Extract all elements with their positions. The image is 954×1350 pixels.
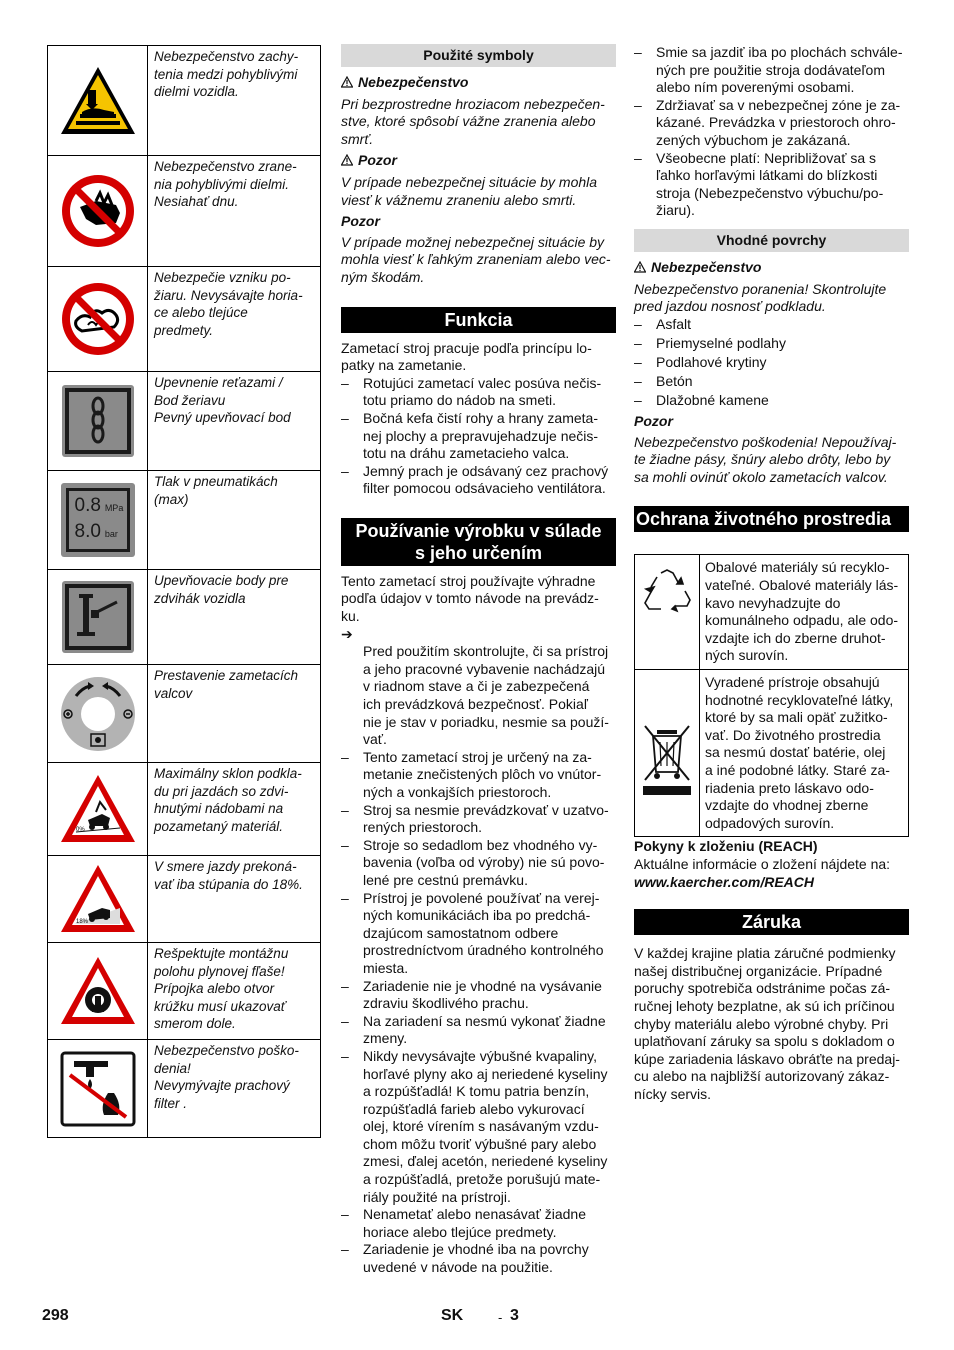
warning-triangle-icon <box>634 260 646 278</box>
symbol-table <box>47 45 321 1138</box>
env-weee-text: Vyradené prístroje obsahujú hodnotné recyklovateľné látky, ktoré by sa mali opäť zužitko- vať. Do životného prostredia sa nesmú dostať batérie, olej a iné podobné látky. Staré za- riadenia preto láskavo odo- vzdajte do vhodnej zberne odpadových surovín. <box>705 674 894 831</box>
list-item-text: Na zariadení sa nesmú vykonať žiadne zmeny. <box>363 1012 606 1047</box>
bullet-dash: – <box>634 334 642 351</box>
column-right <box>634 44 909 1103</box>
list-item <box>634 44 909 97</box>
danger-label: Nebezpečenstvo <box>358 74 469 90</box>
pressure-value-mpa: 0.8 <box>74 495 101 516</box>
section-heading-funkcia: Funkcia <box>341 307 616 333</box>
surface-item <box>634 354 909 372</box>
pressure-unit-bar: bar <box>104 529 118 539</box>
symbol-description: Nebezpečenstvo poško- denia! Nevymývajte prachový filter . <box>154 1043 299 1111</box>
bullet-dash: – <box>341 977 349 994</box>
section-page-number: 3 <box>510 1307 519 1324</box>
bullet-dash: – <box>634 96 642 113</box>
list-item-text: Stroje so sedadlom bez vhodného vy- bavenia (voľba od výroby) nie sú povo- lené pre cestnú premávku. <box>363 836 605 888</box>
environment-table <box>634 554 909 837</box>
list-item <box>341 802 616 837</box>
list-item-text: Stroj sa nesmie prevádzkovať v uzatvo- rených priestoroch. <box>363 801 609 836</box>
list-item <box>341 837 616 890</box>
reach-title: Pokyny k zloženiu (REACH) <box>634 838 818 855</box>
surface-item-text: Dlažobné kamene <box>656 392 769 409</box>
surf-danger-label-line <box>634 259 909 278</box>
surface-item-text: Asfalt <box>656 315 692 332</box>
symbol-row <box>48 856 320 943</box>
surface-item <box>634 392 909 410</box>
attention-label: Pozor <box>341 213 380 230</box>
list-item <box>634 97 909 150</box>
env-row-recycle <box>635 555 908 670</box>
section-heading-warranty: Záruka <box>634 909 909 935</box>
surface-item-text: Priemyselné podlahy <box>656 334 786 351</box>
list-item-text: Zariadenie nie je vhodné na vysávanie zdraviu škodlivého prachu. <box>363 977 602 1012</box>
symbol-row <box>48 471 320 570</box>
section-subheading: Vhodné povrchy <box>634 229 909 252</box>
symbol-row <box>48 1040 320 1137</box>
bullet-dash: – <box>341 1241 349 1258</box>
funkcia-list <box>341 375 616 498</box>
section-heading-usage: Používanie výrobku v súlade s jeho určením <box>341 518 616 566</box>
arrow-icon: ➔ <box>341 625 353 642</box>
page-number: 298 <box>42 1307 69 1324</box>
list-item-text: Smie sa jazdiť iba po plochách schvále- ných pre použitie stroja dodávateľom alebo ním poverenými osobami. <box>656 44 903 96</box>
list-item-text: Tento zametací stroj je určený na za- metanie znečistených plôch vo vnútor- ných a vonkajších priestoroch. <box>363 748 602 800</box>
bullet-dash: – <box>634 44 642 60</box>
bullet-dash: – <box>341 462 349 479</box>
list-item <box>341 463 616 498</box>
symbol-row <box>48 156 320 267</box>
pressure-unit-mpa: MPa <box>104 503 124 513</box>
list-item <box>341 1048 616 1206</box>
no-reaching-in-icon <box>48 156 148 266</box>
usage-arrow-text: Pred použitím skontrolujte, či sa prístroj a jeho pracovné vybavenie nachádzajú v riadnom stave a či je zabezpečená ich prevádzková bezpečnosť. Pokiaľ nie je stav v poriadku, nesmie sa použí- vať. <box>363 643 609 748</box>
list-item-text: Všeobecne platí: Nepribližovať sa s ľahko horľavými látkami do blízkosti stroja (Nebezpečenstvo výbuchu/po- žiaru). <box>656 149 884 219</box>
section-heading-environment: Ochrana životného prostredia <box>634 506 909 532</box>
crush-hazard-warning-icon <box>48 46 148 155</box>
bullet-dash: – <box>341 374 349 391</box>
bullet-dash: – <box>634 392 642 409</box>
symbol-description: Nebezpečenstvo zachy- tenia medzi pohyblivými dielmi vozidla. <box>154 49 299 99</box>
warning-triangle-icon <box>341 75 353 93</box>
list-item <box>341 890 616 978</box>
env-row-weee <box>635 670 908 836</box>
chain-fixing-point-icon <box>48 372 148 470</box>
surf-attention-label: Pozor <box>634 413 673 430</box>
footer-separator: - <box>498 1310 503 1325</box>
symbol-row <box>48 665 320 763</box>
surface-item <box>634 316 909 334</box>
symbol-row <box>48 372 320 471</box>
slope-label: 0% <box>75 827 85 833</box>
surface-item <box>634 335 909 353</box>
bullet-dash: – <box>341 1047 349 1064</box>
usage-intro: Tento zametací stroj používajte výhradne podľa údajov v tomto návode na prevádz- ku. <box>341 572 599 625</box>
surfaces-list <box>634 316 909 410</box>
symbol-description: Nebezpečenstvo zrane- nia pohyblivými dielmi. Nesiahať dnu. <box>154 159 297 209</box>
list-item-text: Nenametať alebo nenasávať žiadne horiace alebo tlejúce predmety. <box>363 1206 586 1240</box>
jack-point-icon <box>48 570 148 664</box>
gas-bottle-warning-icon <box>48 943 148 1039</box>
list-item <box>341 749 616 802</box>
no-hot-objects-icon <box>48 267 148 371</box>
attention-text: V prípade možnej nebezpečnej situácie by mohla viesť k ľahkým zraneniam alebo vec- ným škodám. <box>341 233 611 285</box>
usage-arrow-item <box>341 626 616 749</box>
symbol-description: Prestavenie zametacích valcov <box>154 668 299 701</box>
bullet-dash: – <box>634 373 642 390</box>
bullet-dash: – <box>341 409 349 426</box>
tyre-pressure-icon <box>48 471 148 569</box>
usage-list <box>341 749 616 1277</box>
bullet-dash: – <box>634 315 642 332</box>
bullet-dash: – <box>341 889 349 906</box>
list-item <box>341 1013 616 1048</box>
bullet-dash: – <box>634 354 642 371</box>
recycle-icon <box>635 555 700 669</box>
bullet-dash: – <box>341 1012 349 1029</box>
caution-label: Pozor <box>358 152 397 169</box>
symbol-row <box>48 763 320 856</box>
bullet-dash: – <box>341 836 349 853</box>
list-item <box>341 410 616 463</box>
list-item-text: Zariadenie je vhodné iba na povrchy uvedené v návode na použitie. <box>363 1241 589 1276</box>
bullet-dash: – <box>341 1206 349 1223</box>
list-item-text: Bočná kefa čistí rohy a hrany zameta- nej plochy a prepravujehadzuje nečis- totu na dráhu zametacieho valca. <box>363 409 599 462</box>
list-item-text: Nikdy nevysávajte výbušné kvapaliny, horľavé plyny ako aj neriedené kyseliny a rozpúšťadlá! K tomu patria benzín, rozpúšťadlá farieb alebo vykurovací olej, ktoré vírením s nasávaným vzdu- chom môžu tvoriť výbušné pary alebo zmesi, ďalej acetón, neriedené kyseliny a rozpúšťadlá, pretože porušujú mate- riály použité na prístroji. <box>363 1047 608 1205</box>
surf-attention-text: Nebezpečenstvo poškodenia! Nepoužívaj- te žiadne pásy, šnúry alebo drôty, lebo by sa mohli ovinúť okolo zametacích valcov. <box>634 433 897 485</box>
surf-danger-text: Nebezpečenstvo poranenia! Skontrolujte pred jazdou nosnosť podkladu. <box>634 280 887 315</box>
warranty-text: V každej krajine platia záručné podmienky našej distribučnej organizácie. Prípadné poruchy spotrebiča odstránime počas zá- ručnej lehoty bezplatne, ak sú ich príčinou chyby materiálu alebo výrobné chyby. Pri uplatňovaní záruky sa spolu s dokladom o kúpe zariadenia láskavo obráťte na predaj- cu alebo na najbližší autorizovaný zákaz- nícky servis. <box>634 945 900 1102</box>
bullet-dash: – <box>634 149 642 166</box>
crossed-bin-icon <box>635 670 700 836</box>
section-subheading: Použité symboly <box>341 44 616 67</box>
list-item-text: Zdržiavať sa v nebezpečnej zóne je za- kázané. Prevádzka v priestoroch ohro- zených výbuchom je zakázaná. <box>656 96 901 148</box>
list-item <box>341 1241 616 1276</box>
symbol-description: Maximálny sklon podkla- du pri jazdách so zdvi- hnutými nádobami na pozametaný materiál. <box>154 766 302 834</box>
symbol-description: Rešpektujte montážnu polohu plynovej fľaše! Prípojka alebo otvor krúžku musí ukazovať smerom dole. <box>154 946 289 1031</box>
surface-item-text: Betón <box>656 373 693 390</box>
continued-list <box>634 44 909 220</box>
env-recycle-text: Obalové materiály sú recyklo- vateľné. Obalové materiály lás- kavo nevyhadzujte do komunálneho odpadu, ale odo- vzdajte ich do zberne druhot- ných surovín. <box>705 559 899 664</box>
max-slope-warning-icon <box>48 763 148 855</box>
symbol-row <box>48 46 320 156</box>
roller-adjust-icon <box>48 665 148 762</box>
warning-triangle-icon <box>341 153 353 171</box>
list-item <box>341 978 616 1013</box>
funkcia-intro: Zametací stroj pracuje podľa princípu lo- patky na zametanie. <box>341 339 592 374</box>
reach-link[interactable]: www.kaercher.com/REACH <box>634 873 814 890</box>
pressure-value-bar: 8.0 <box>74 521 101 542</box>
list-item-text: Jemný prach je odsávaný cez prachový filter pomocou odsávacieho ventilátora. <box>363 462 609 497</box>
slope-18-warning-icon <box>48 856 148 942</box>
list-item-text: Rotujúci zametací valec posúva nečis- totu priamo do nádob na smeti. <box>363 374 602 409</box>
language-code: SK <box>441 1307 464 1324</box>
danger-label-line <box>341 74 616 93</box>
surface-item <box>634 373 909 391</box>
bullet-dash: – <box>341 801 349 818</box>
no-washing-filter-icon <box>48 1040 148 1137</box>
symbol-description: Upevnenie reťazami / Bod žeriavu Pevný upevňovací bod <box>154 375 291 425</box>
column-middle <box>341 44 616 1277</box>
symbol-row <box>48 267 320 372</box>
symbol-description: Nebezpečie vzniku po- žiaru. Nevysávajte horia- ce alebo tlejúce predmety. <box>154 270 303 338</box>
list-item <box>634 150 909 220</box>
caution-text: V prípade nebezpečnej situácie by mohla viesť k vážnemu zraneniu alebo smrti. <box>341 173 598 208</box>
list-item <box>341 375 616 410</box>
surface-item-text: Podlahové krytiny <box>656 354 767 371</box>
danger-text: Pri bezprostredne hroziacom nebezpečen- stve, ktoré spôsobí vážne zranenia alebo smrť. <box>341 95 605 147</box>
caution-label-line <box>341 152 616 171</box>
slope-label: 18% <box>75 919 88 925</box>
symbol-description: V smere jazdy prekoná- vať iba stúpania do 18%. <box>154 859 303 892</box>
bullet-dash: – <box>341 748 349 765</box>
reach-text: Aktuálne informácie o zložení nájdete na: <box>634 855 891 872</box>
symbol-description: Upevňovacie body pre zdvihák vozidla <box>154 573 289 606</box>
symbol-row <box>48 570 320 665</box>
symbol-description: Tlak v pneumatikách (max) <box>154 474 278 507</box>
list-item-text: Prístroj je povolené používať na verej- ných komunikáciách iba po predchá- dzajúcom samostatnom odbere prostredníctvom úradného kontrolného miesta. <box>363 889 604 976</box>
list-item <box>341 1206 616 1241</box>
surf-danger-label: Nebezpečenstvo <box>651 258 762 275</box>
symbol-row <box>48 943 320 1040</box>
